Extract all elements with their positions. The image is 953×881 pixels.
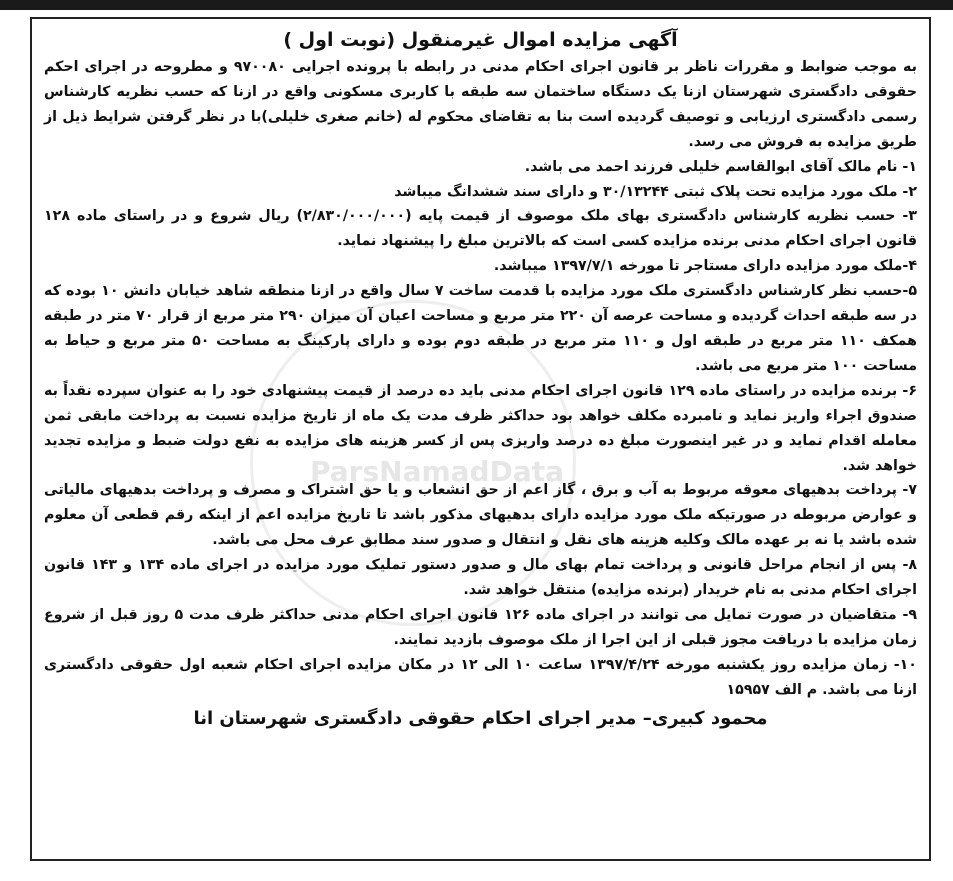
- notice-title: آگهی مزایده اموال غیرمنقول (نوبت اول ): [283, 29, 678, 51]
- notice-intro: به موجب ضوابط و مقررات ناظر بر قانون اجرای احکام مدنی در رابطه با پرونده اجرایی ۹۷۰۰۸۰ و مطروحه در اجرای احکم حقوقی دادگستری شهرستان ازنا یک دستگاه ساختمان سه طبقه با کاربری مسکونی واقع در ازنا که حسب نظریه کارشناس رسمی دادگستری ارزیابی و توصیف گردیده است بنا به تقاضای محکوم له (خانم صغری خلیلی)با در نظر گرفتن شرایط ذیل از طریق مزایده به فروش می رسد.: [44, 59, 917, 150]
- notice-item-7: ۷- پرداخت بدهیهای معوقه مربوط به آب و برق ، گاز اعم از حق انشعاب و یا حق اشتراک و مصرف و پرداخت بدهیهای مالیاتی و عوارض مربوطه در صورتیکه ملک مورد مزایده دارای بدهیهای مذکور باشد تا تاریخ مزایده اعم از اینکه رقم قطعی آن معلوم شده باشد یا نه بر عهده مالک وکلیه هزینه های نقل و انتقال و صدور سند مطابق عرف محل می باشد.: [44, 482, 917, 549]
- notice-item-5: ۵-حسب نظر کارشناس دادگستری ملک مورد مزایده با قدمت ساخت ۷ سال واقع در ازنا منطقه شاهد خیابان دانش ۱۰ بوده که در سه طبقه احداث گردیده و مساحت عرصه آن ۲۲۰ متر مربع و مساحت اعیان آن میزان ۲۹۰ متر مربع از قرار ۷۰ متر در طبقه همکف ۱۱۰ متر مربع در طبقه اول و ۱۱۰ متر مربع در طبقه دوم بوده و دارای پارکینگ به مساحت ۵۰ متر مربع و حیاط به مساحت ۱۰۰ متر مربع می باشد.: [44, 283, 918, 374]
- top-border-bar: [0, 0, 953, 10]
- notice-frame: [30, 17, 931, 861]
- notice-item-2: ۲- ملک مورد مزایده تحت پلاک ثبتی ۳۰/۱۳۲۴۴ و دارای سند ششدانگ میباشد: [394, 183, 917, 200]
- notice-item-3: ۳- حسب نظریه کارشناس دادگستری بهای ملک موصوف از قیمت پایه (۲/۸۳۰/۰۰۰/۰۰۰) ریال شروع و در راستای ماده ۱۲۸ قانون اجرای احکام مدنی برنده مزایده کسی است که بالاترین مبلغ را پیشنهاد نماید.: [44, 208, 917, 250]
- notice-item-10: ۱۰- زمان مزایده روز یکشنبه مورخه ۱۳۹۷/۴/۲۴ ساعت ۱۰ الی ۱۲ در مکان مزایده اجرای احکام شعبه اول حقوقی دادگستری ازنا می باشد. م الف ۱۵۹۵۷: [44, 656, 917, 698]
- notice-item-1: ۱- نام مالک آقای ابوالقاسم خلیلی فرزند احمد می باشد.: [524, 158, 917, 175]
- notice-item-9: ۹- متقاضیان در صورت تمایل می توانند در اجرای ماده ۱۲۶ قانون اجرای احکام مدنی حداکثر ظرف مدت ۵ روز قبل از شروع زمان مزایده با دریافت مجوز قبلی از این اجرا از ملک موصوف بازدید نمایند.: [44, 606, 918, 648]
- notice-item-8: ۸- پس از انجام مراحل قانونی و پرداخت تمام بهای مال و صدور دستور تملیک مورد مزایده در اجرای ماده ۱۳۴ و ۱۴۳ قانون اجرای احکام مدنی به نام خریدار (برنده مزایده) منتقل خواهد شد.: [44, 557, 918, 599]
- notice-signature: محمود کبیری– مدیر اجرای احکام حقوقی دادگستری شهرستان انا: [193, 707, 768, 729]
- watermark-text: ParsNamadData: [310, 455, 564, 488]
- notice-item-4: ۴-ملک مورد مزایده دارای مستاجر تا مورخه ۱۳۹۷/۷/۱ میباشد.: [493, 258, 917, 275]
- notice-item-6: ۶- برنده مزایده در راستای ماده ۱۲۹ قانون اجرای احکام مدنی باید ده درصد از قیمت پیشنهادی خود را به عنوان سپرده نقداً به صندوق اجراء واریز نماید و نامبرده مکلف خواهد بود حداکثر ظرف مدت یک ماه از تاریخ مزایده نسبت به پرداخت مابقی ثمن معامله اقدام نماید و در غیر اینصورت مبلغ ده درصد واریزی پس از کسر هزینه های مزایده به نفع دولت ضبط و مزایده تجدید خواهد شد.: [44, 382, 917, 474]
